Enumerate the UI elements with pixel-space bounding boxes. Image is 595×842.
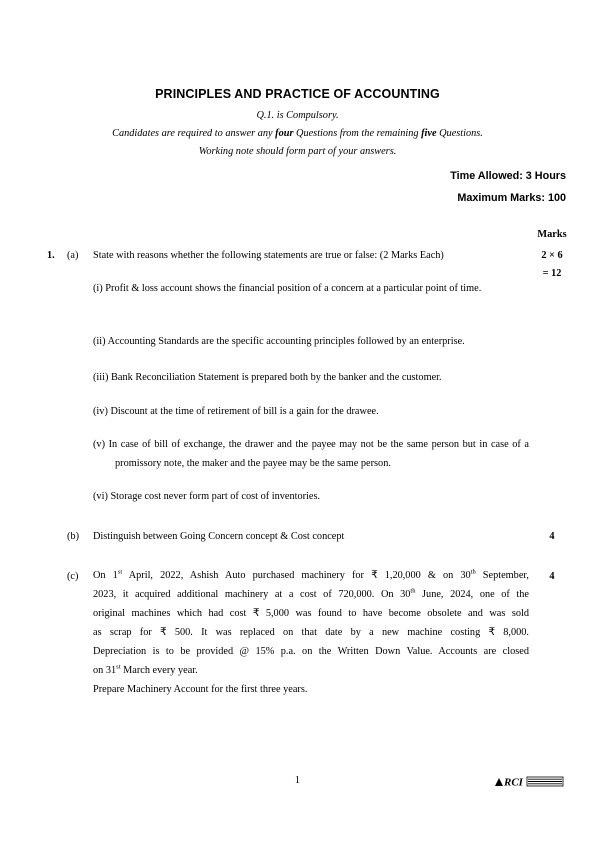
part-a-label: (a) <box>67 250 79 261</box>
statement-item: (iii) Bank Reconciliation Statement is prepared both by the banker and the customer. <box>93 372 442 383</box>
statement-item: (iv) Discount at the time of retirement of bill is a gain for the drawee. <box>93 406 379 417</box>
part-a-marks-total: = 12 <box>542 268 562 279</box>
part-c-text: On 1st April, 2022, Ashish Auto purchased machinery for ₹ 1,20,000 & on 30th September, 2023, it acquired additional machinery at a cost of 720,000. On 30th June, 2024, one of the original machines which had cost ₹ 5,000 was found to have become obsolete and was sold as scrap for ₹ 500. It was replaced on that date by a new machine costing ₹ 8,000. Depreciation is to be provided @ 15% p.a. on the Written Down Value. Accounts are closed on 31st March every year. Prepare Machinery Account for the first three years. <box>93 568 529 695</box>
part-a-marks: 2 × 6 <box>541 250 563 261</box>
part-c-marks: 4 <box>549 571 555 582</box>
time-allowed: Time Allowed: 3 Hours <box>450 170 566 182</box>
part-b-label: (b) <box>67 531 80 542</box>
svg-text:RCI: RCI <box>504 776 523 787</box>
part-a-text: State with reasons whether the following statements are true or false: (2 Marks Each) <box>93 250 444 261</box>
part-c-label: (c) <box>67 571 79 582</box>
instruction-compulsory: Q.1. is Compulsory. <box>256 110 339 121</box>
maximum-marks: Maximum Marks: 100 <box>457 192 566 204</box>
instruction-working-note: Working note should form part of your answers. <box>198 146 397 157</box>
statement-item: (i) Profit & loss account shows the financial position of a concern at a particular point of time. <box>93 283 482 294</box>
marks-heading: Marks <box>537 229 567 240</box>
page-title: PRINCIPLES AND PRACTICE OF ACCOUNTING <box>155 87 440 101</box>
part-b-text: Distinguish between Going Concern concept & Cost concept <box>93 531 345 542</box>
statement-item: (vi) Storage cost never form part of cost of inventories. <box>93 491 321 502</box>
page-number: 1 <box>294 775 301 786</box>
question-number: 1. <box>47 250 55 261</box>
instruction-choice: Candidates are required to answer any four Questions from the remaining five Questions. <box>112 128 483 139</box>
part-b-marks: 4 <box>549 531 555 542</box>
statement-item: (v) In case of bill of exchange, the drawer and the payee may not be the same person but in case of a promissory note, the maker and the payee may be the same person. <box>93 439 529 469</box>
rci-logo <box>494 774 564 786</box>
statement-item: (ii) Accounting Standards are the specific accounting principles followed by an enterprise. <box>93 336 465 347</box>
